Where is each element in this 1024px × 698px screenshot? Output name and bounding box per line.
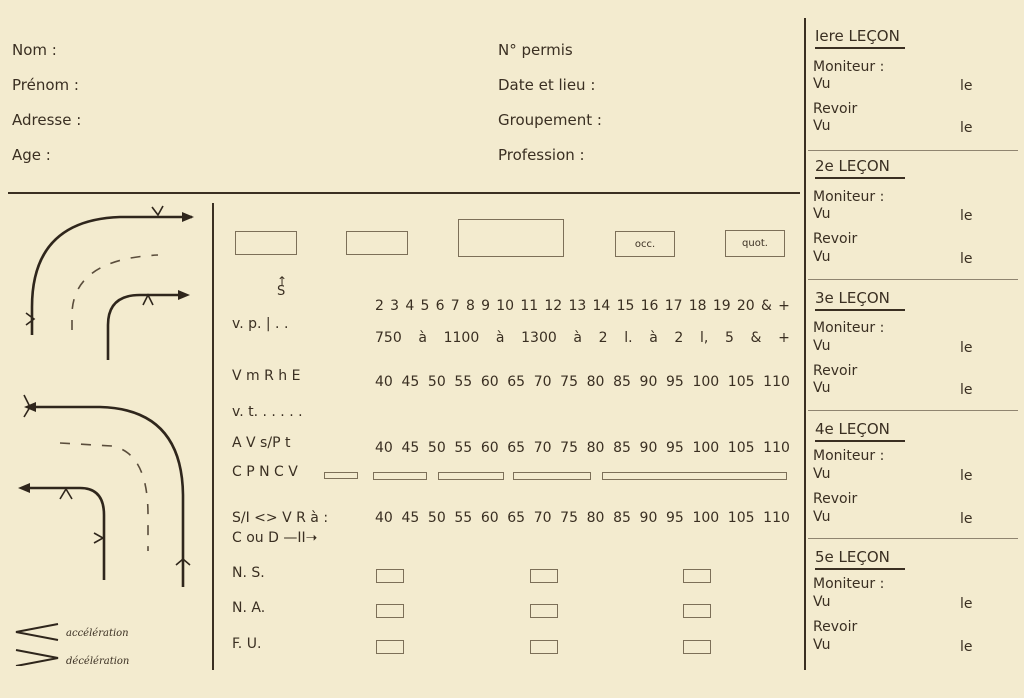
arrowhead-icon — [18, 483, 30, 493]
divider-horizontal — [8, 192, 800, 194]
lesson-4-revoir: Revoir — [813, 491, 858, 507]
cell[interactable]: 80 — [586, 510, 605, 526]
cell[interactable]: 13 — [568, 298, 587, 314]
label-vmrhe: V m R h E — [232, 368, 301, 384]
fu-box-1[interactable] — [376, 640, 404, 654]
lesson-2-le1[interactable]: le — [960, 208, 973, 224]
label-coud: C ou D —II➝ — [232, 530, 318, 546]
label-cpncv: C P N C V — [232, 464, 298, 480]
cell[interactable]: 65 — [507, 374, 526, 390]
label-avspt: A V s/P t — [232, 435, 291, 451]
cell[interactable]: & — [760, 298, 772, 314]
s-mark: S — [277, 284, 286, 299]
lesson-divider — [808, 150, 1018, 151]
label-na: N. A. — [232, 600, 266, 616]
cell[interactable]: 100 — [692, 440, 720, 456]
cell[interactable]: 12 — [544, 298, 563, 314]
fu-box-2[interactable] — [530, 640, 558, 654]
tick-mark-icon — [143, 295, 153, 305]
cell[interactable]: 750 — [375, 330, 402, 346]
check-box-3[interactable] — [458, 219, 564, 257]
cell[interactable]: 90 — [639, 374, 658, 390]
field-profession[interactable]: Profession : — [498, 146, 585, 164]
daily-box[interactable]: quot. — [725, 230, 785, 257]
lesson-2-le2[interactable]: le — [960, 251, 973, 267]
lesson-2-moniteur: Moniteur : — [813, 189, 885, 205]
cell[interactable]: 60 — [480, 374, 499, 390]
lesson-3-le2[interactable]: le — [960, 382, 973, 398]
cell[interactable]: 65 — [507, 510, 526, 526]
lesson-4-le2[interactable]: le — [960, 511, 973, 527]
cell[interactable]: 50 — [427, 440, 446, 456]
lesson-1-le2[interactable]: le — [960, 120, 973, 136]
cell[interactable]: 70 — [533, 374, 552, 390]
cell[interactable]: 40 — [375, 510, 393, 526]
arrowhead-icon — [182, 212, 194, 222]
cell[interactable]: l. — [624, 330, 633, 346]
cell[interactable]: 11 — [520, 298, 539, 314]
cell[interactable]: 65 — [507, 440, 526, 456]
field-age[interactable]: Age : — [12, 146, 51, 164]
cell[interactable]: à — [418, 330, 427, 346]
cell[interactable]: 1300 — [521, 330, 557, 346]
dashed-center-line — [72, 255, 158, 330]
lesson-1-title: Iere LEÇON — [815, 27, 905, 49]
cell[interactable]: 70 — [533, 510, 552, 526]
cell[interactable]: 55 — [454, 440, 473, 456]
field-adresse[interactable]: Adresse : — [12, 111, 82, 129]
cell[interactable]: 110 — [763, 374, 790, 390]
label-vp: v. p. | . . — [232, 316, 289, 332]
lesson-2-title: 2e LEÇON — [815, 157, 905, 179]
lesson-5-revoir: Revoir — [813, 619, 858, 635]
na-box-1[interactable] — [376, 604, 404, 618]
cell[interactable]: 2 — [598, 330, 608, 346]
label-slvra: S/I <> V R à : — [232, 510, 329, 526]
cpncv-box-2[interactable] — [438, 472, 504, 480]
lesson-3-moniteur: Moniteur : — [813, 320, 885, 336]
cell[interactable]: 45 — [401, 440, 420, 456]
cell[interactable]: 55 — [454, 510, 473, 526]
lesson-1-le1[interactable]: le — [960, 78, 973, 94]
cell[interactable]: 45 — [401, 510, 420, 526]
turn-path-outer-left — [28, 407, 183, 587]
cell[interactable]: 80 — [586, 374, 605, 390]
cell[interactable]: 105 — [727, 510, 755, 526]
lesson-3-le1[interactable]: le — [960, 340, 973, 356]
lesson-4-vu1[interactable]: Vu — [813, 466, 831, 482]
cell[interactable]: 7 — [450, 298, 460, 314]
lesson-4-le1[interactable]: le — [960, 468, 973, 484]
cell[interactable]: 85 — [613, 510, 631, 526]
cpncv-box-0[interactable] — [324, 472, 358, 479]
lesson-4-title: 4e LEÇON — [815, 420, 905, 442]
cell[interactable]: 100 — [692, 510, 720, 526]
row-speeds-avspt — [375, 440, 790, 456]
turn-path-inner-right — [108, 295, 186, 360]
cell[interactable]: 100 — [692, 374, 720, 390]
cell[interactable]: 75 — [560, 440, 578, 456]
cell[interactable]: 90 — [639, 440, 658, 456]
turn-path-inner-left — [22, 488, 104, 580]
cell[interactable]: 80 — [586, 440, 605, 456]
cell[interactable]: 70 — [533, 440, 552, 456]
cell[interactable]: 75 — [560, 374, 578, 390]
cell[interactable]: 60 — [480, 440, 499, 456]
cell[interactable]: 9 — [481, 298, 491, 314]
lesson-divider — [808, 538, 1018, 539]
divider-left-column — [212, 203, 214, 670]
cell[interactable]: 50 — [427, 510, 446, 526]
lesson-1-vu2[interactable]: Vu — [813, 118, 831, 134]
lesson-5-title: 5e LEÇON — [815, 548, 905, 570]
cell[interactable]: 75 — [560, 510, 578, 526]
cell[interactable]: + — [778, 298, 790, 314]
cell[interactable]: 5 — [724, 330, 734, 346]
lesson-3-revoir: Revoir — [813, 363, 858, 379]
cell[interactable]: 105 — [727, 374, 755, 390]
cell[interactable]: 40 — [375, 374, 393, 390]
lesson-5-le1[interactable]: le — [960, 596, 973, 612]
cell[interactable]: 40 — [375, 440, 393, 456]
lesson-divider — [808, 410, 1018, 411]
check-box-2[interactable] — [346, 231, 408, 255]
row-speeds-slvra — [375, 510, 790, 526]
cell[interactable]: 3 — [390, 298, 400, 314]
cell[interactable]: & — [750, 330, 762, 346]
na-box-2[interactable] — [530, 604, 558, 618]
turn-path-outer-right — [32, 217, 192, 335]
na-box-3[interactable] — [683, 604, 711, 618]
lesson-1-vu1[interactable]: Vu — [813, 76, 831, 92]
divider-lessons-column — [804, 18, 806, 670]
cell[interactable]: 45 — [401, 374, 420, 390]
row-vp-numbers — [375, 298, 790, 314]
cell[interactable]: 4 — [405, 298, 415, 314]
cell[interactable]: 95 — [665, 510, 684, 526]
tick-mark-icon — [94, 533, 103, 543]
cell[interactable]: 110 — [763, 440, 790, 456]
check-box-1[interactable] — [235, 231, 297, 255]
row-vp-line2 — [375, 330, 790, 346]
cell[interactable]: 50 — [427, 374, 446, 390]
lesson-1-revoir: Revoir — [813, 101, 858, 117]
lesson-5-le2[interactable]: le — [960, 639, 973, 655]
cell[interactable]: 17 — [664, 298, 683, 314]
lesson-3-vu1[interactable]: Vu — [813, 338, 831, 354]
lesson-2-vu1[interactable]: Vu — [813, 206, 831, 222]
acceleration-symbol-icon — [16, 624, 58, 640]
lesson-3-title: 3e LEÇON — [815, 289, 905, 311]
lesson-2-vu2[interactable]: Vu — [813, 249, 831, 265]
field-nom[interactable]: Nom : — [12, 41, 57, 59]
up-arrow-icon: ↑ — [277, 274, 288, 288]
turn-diagrams — [0, 195, 210, 690]
lesson-divider — [808, 279, 1018, 280]
cell[interactable]: 20 — [736, 298, 755, 314]
cell[interactable]: 90 — [639, 510, 658, 526]
cell[interactable]: 85 — [613, 374, 631, 390]
tick-mark-icon — [60, 489, 72, 499]
cell[interactable]: à — [495, 330, 505, 346]
cell[interactable]: 55 — [454, 374, 473, 390]
cpncv-box-3[interactable] — [513, 472, 591, 480]
cell[interactable]: à — [649, 330, 658, 346]
cell[interactable]: 95 — [665, 440, 684, 456]
cell[interactable]: à — [573, 330, 582, 346]
cell[interactable]: 110 — [763, 510, 790, 526]
ns-box-2[interactable] — [530, 569, 558, 583]
lesson-4-vu2[interactable]: Vu — [813, 509, 831, 525]
lesson-5-vu1[interactable]: Vu — [813, 594, 831, 610]
cell[interactable]: 6 — [435, 298, 445, 314]
field-prenom[interactable]: Prénom : — [12, 76, 79, 94]
field-permis[interactable]: N° permis — [498, 41, 573, 59]
cell[interactable]: 14 — [592, 298, 611, 314]
cell[interactable]: 1100 — [443, 330, 480, 346]
cell[interactable]: 18 — [688, 298, 707, 314]
cell[interactable]: l, — [699, 330, 709, 346]
field-date-lieu[interactable]: Date et lieu : — [498, 76, 596, 94]
cpncv-box-1[interactable] — [373, 472, 427, 480]
cell[interactable]: 105 — [727, 440, 755, 456]
cell[interactable]: 2 — [674, 330, 684, 346]
label-ns: N. S. — [232, 565, 265, 581]
lesson-5-moniteur: Moniteur : — [813, 576, 885, 592]
row-speeds-vmrhe — [375, 374, 790, 390]
cell[interactable]: 5 — [420, 298, 430, 314]
cell[interactable]: 19 — [712, 298, 731, 314]
cell[interactable]: + — [778, 330, 790, 346]
deceleration-symbol-icon — [16, 650, 58, 666]
cpncv-box-4[interactable] — [602, 472, 787, 480]
cell[interactable]: 8 — [465, 298, 475, 314]
legend-acceleration: accélération — [66, 628, 129, 639]
cell[interactable]: 95 — [665, 374, 684, 390]
cell[interactable]: 16 — [640, 298, 659, 314]
lesson-5-vu2[interactable]: Vu — [813, 637, 831, 653]
ns-box-1[interactable] — [376, 569, 404, 583]
arrowhead-icon — [178, 290, 190, 300]
label-fu: F. U. — [232, 636, 262, 652]
cell[interactable]: 15 — [616, 298, 635, 314]
field-groupement[interactable]: Groupement : — [498, 111, 602, 129]
ns-box-3[interactable] — [683, 569, 711, 583]
fu-box-3[interactable] — [683, 640, 711, 654]
label-vt: v. t. . . . . . — [232, 404, 303, 420]
cell[interactable]: 10 — [496, 298, 515, 314]
legend-symbols — [10, 620, 70, 666]
cell[interactable]: 60 — [480, 510, 499, 526]
lesson-4-moniteur: Moniteur : — [813, 448, 885, 464]
lesson-2-revoir: Revoir — [813, 231, 858, 247]
lesson-1-moniteur: Moniteur : — [813, 59, 885, 75]
legend-deceleration: décélération — [66, 656, 130, 667]
lesson-3-vu2[interactable]: Vu — [813, 380, 831, 396]
occasional-box[interactable]: occ. — [615, 231, 675, 257]
tick-mark-icon — [152, 206, 163, 215]
cell[interactable]: 2 — [375, 298, 384, 314]
cell[interactable]: 85 — [613, 440, 631, 456]
